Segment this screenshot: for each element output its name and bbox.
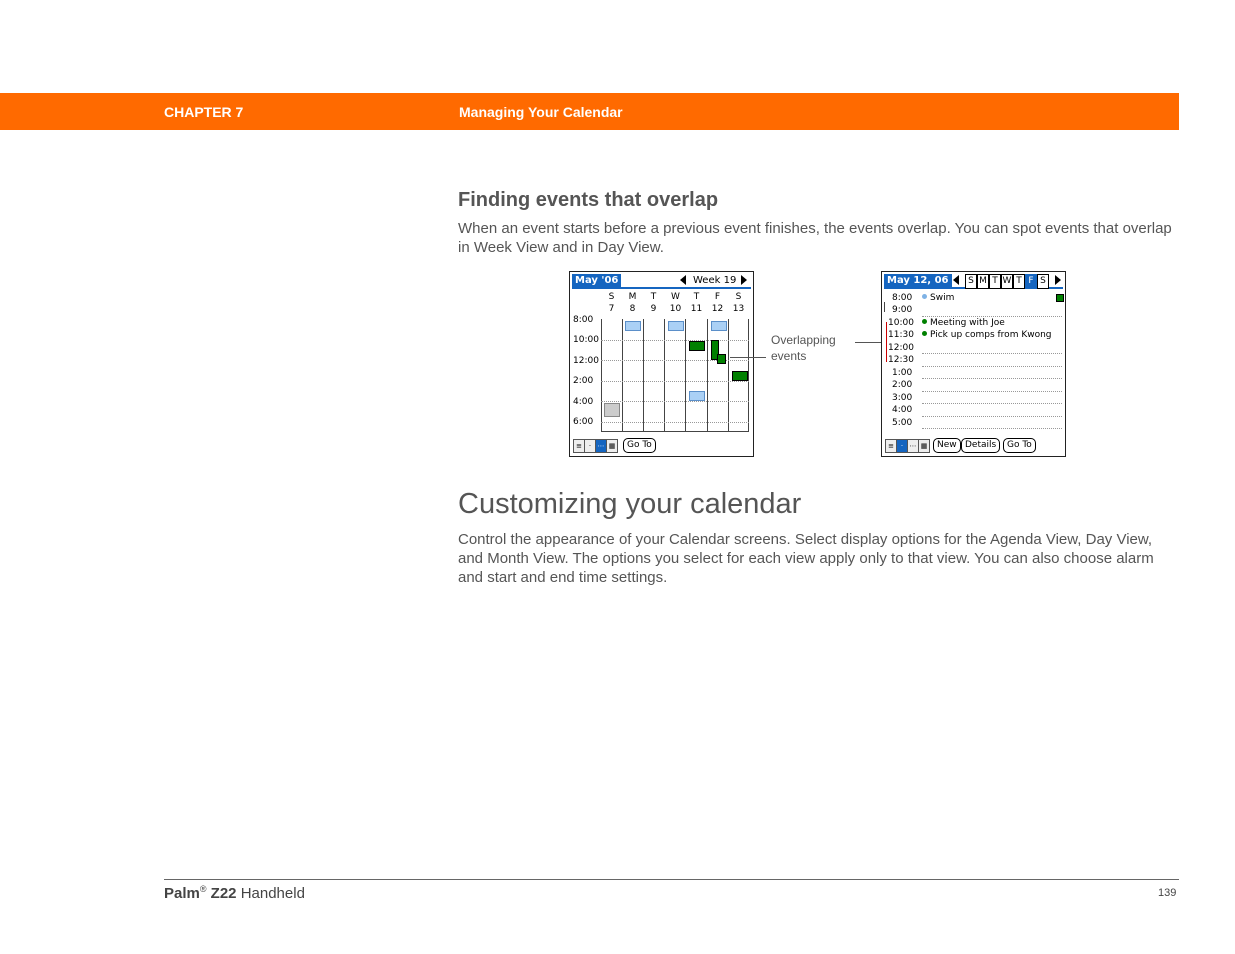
empty-slot[interactable] [922,416,1062,417]
empty-slot[interactable] [922,403,1062,404]
day-selector[interactable]: T [989,274,1001,289]
empty-slot[interactable] [922,428,1062,429]
week-view-screenshot [569,271,754,457]
grid-line [601,431,749,432]
event-dot-icon [922,294,927,299]
empty-slot[interactable] [922,366,1062,367]
time-label: 8:00 [892,293,913,303]
callout-line-1: Overlapping [771,333,836,347]
day-selector[interactable]: W [1001,274,1013,289]
event-pick-up-comps[interactable] [922,330,1052,340]
time-label: 12:00 [888,343,914,353]
event-swim[interactable] [922,293,954,303]
overlap-description: When an event starts before a previous event finishes, the events overlap. You can spot events that overlap in Week View and in Day View. [458,220,1172,256]
day-view-icon[interactable]: · [584,439,596,453]
day-letter: S [735,292,742,302]
brand-name: Palm [164,885,200,902]
duration-bar [884,302,885,312]
week-view-icon[interactable]: ⋯ [595,439,607,453]
title-underline [572,287,751,289]
next-week-icon[interactable] [741,275,747,285]
time-label: 8:00 [573,315,594,325]
day-letter: M [628,292,637,302]
callout-leader-left [730,357,766,358]
day-selector[interactable]: S [965,274,977,289]
details-button[interactable]: Details [961,438,1000,453]
chapter-header-band [0,93,1179,130]
day-number[interactable]: 8 [629,304,636,314]
day-view-screenshot [881,271,1066,457]
section-heading-customizing: Customizing your calendar [458,488,802,520]
section-heading-overlap: Finding events that overlap [458,189,719,211]
overlap-indicator-bar [886,322,887,362]
grid-line [601,319,602,432]
event-block[interactable] [689,391,705,401]
go-to-button[interactable]: Go To [623,438,656,453]
previous-week-icon[interactable] [953,275,959,285]
day-number[interactable]: 9 [650,304,657,314]
day-number[interactable]: 13 [732,304,745,314]
event-block[interactable] [668,321,684,331]
day-selector[interactable]: S [1037,274,1049,289]
time-label: 4:00 [892,405,913,415]
time-label: 12:00 [573,356,599,366]
event-dot-icon [922,319,927,324]
day-number[interactable]: 11 [690,304,703,314]
event-text: Meeting with Joe [930,318,1005,328]
day-selector[interactable]: T [1013,274,1025,289]
event-dot-icon [922,331,927,336]
grid-line [643,319,644,432]
event-text: Swim [930,293,955,303]
chapter-title: Managing Your Calendar [459,104,623,120]
event-block[interactable] [732,371,748,381]
time-label: 5:00 [892,418,913,428]
grid-line [728,319,729,432]
week-view-icon[interactable]: ⋯ [907,439,919,453]
new-button[interactable]: New [933,438,961,453]
time-label: 11:30 [888,330,914,340]
day-selector-selected[interactable]: F [1025,274,1037,289]
week-grid[interactable] [601,319,749,432]
empty-slot[interactable] [922,378,1062,379]
grid-line [685,319,686,432]
time-label: 2:00 [573,376,594,386]
week-number-label: Week 19 [693,275,737,286]
day-letter: F [714,292,721,302]
time-label: 2:00 [892,380,913,390]
grid-line [601,360,749,361]
customizing-description: Control the appearance of your Calendar screens. Select display options for the Agenda View, Day View, and Month View. The options you select for each view apply only to that view. You can also choose alarm and start and end time settings. [458,531,1154,586]
event-block[interactable] [689,341,705,351]
footer-rule [164,879,1179,880]
time-label: 3:00 [892,393,913,403]
overlapping-event-block[interactable] [717,354,726,364]
grid-line [748,319,749,432]
page-number: 139 [1158,887,1177,899]
footer-product-name [164,884,305,902]
time-label: 6:00 [573,417,594,427]
time-label: 12:30 [888,355,914,365]
month-view-icon[interactable]: ▦ [606,439,618,453]
grid-line [622,319,623,432]
time-label: 9:00 [892,305,913,315]
product-suffix: Handheld [236,885,305,902]
agenda-view-icon[interactable]: ≡ [573,439,585,453]
day-view-title: May 12, 06 [884,274,952,287]
grid-line [707,319,708,432]
empty-slot[interactable] [922,391,1062,392]
day-letter: W [671,292,680,302]
month-view-icon[interactable]: ▦ [918,439,930,453]
day-letter: T [693,292,700,302]
day-number[interactable]: 7 [608,304,615,314]
registered-mark: ® [199,884,207,894]
time-label: 10:00 [888,318,914,328]
day-view-icon[interactable]: · [896,439,908,453]
time-label: 1:00 [892,368,913,378]
event-text: Pick up comps from Kwong [930,330,1052,340]
event-block[interactable] [604,403,620,417]
time-label: 10:00 [573,335,599,345]
chapter-label: CHAPTER 7 [164,104,244,120]
day-number[interactable]: 12 [711,304,724,314]
event-block[interactable] [711,321,727,331]
callout-line-2: events [771,349,807,363]
day-selector[interactable]: M [977,274,989,289]
event-meeting-with-joe[interactable] [922,318,1005,328]
day-letter: S [608,292,615,302]
overlapping-events-callout [771,332,836,364]
week-view-title: May '06 [572,274,621,287]
day-number[interactable]: 10 [669,304,682,314]
empty-slot[interactable] [922,353,1062,354]
grid-line [601,340,749,341]
grid-line [601,401,749,402]
previous-week-icon[interactable] [680,275,686,285]
event-block[interactable] [625,321,641,331]
grid-line [664,319,665,432]
time-label: 4:00 [573,397,594,407]
grid-line [601,422,749,423]
go-to-button[interactable]: Go To [1003,438,1036,453]
day-letter: T [650,292,657,302]
model-name: Z22 [210,885,237,902]
empty-slot[interactable] [922,316,1062,317]
grid-line [601,381,749,382]
next-week-icon[interactable] [1055,275,1061,285]
overlap-marker-icon [1056,294,1064,302]
agenda-view-icon[interactable]: ≡ [885,439,897,453]
